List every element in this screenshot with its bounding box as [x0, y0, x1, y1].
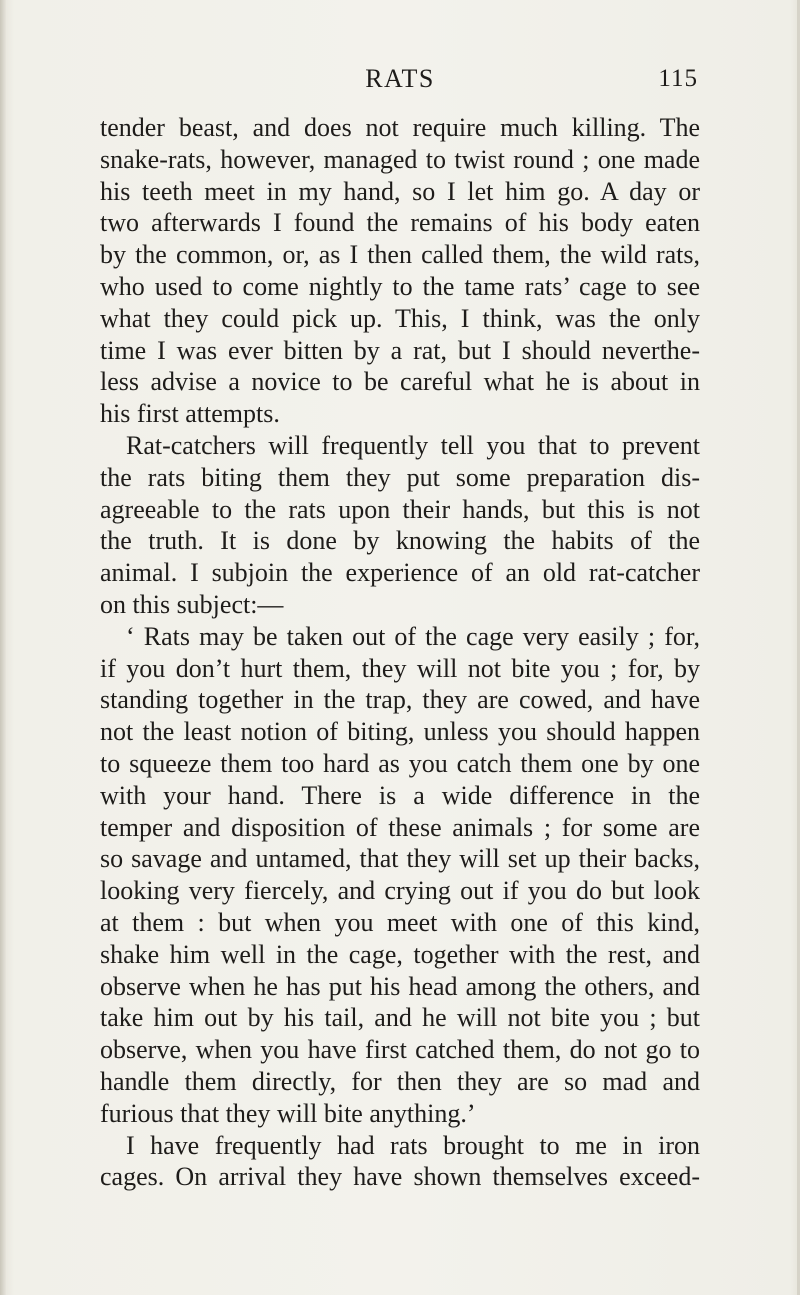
text-line: time I was ever bitten by a rat, but I should neverthe- — [100, 335, 700, 365]
quote-line: standing together in the trap, they are cowed, and have — [100, 685, 700, 715]
quote-line: observe, when you have first catched them, do not go to — [100, 1035, 700, 1065]
text-line: what they could pick up. This, I think, was the only — [100, 303, 700, 333]
text-line: his teeth meet in my hand, so I let him go. A day or — [100, 176, 700, 206]
quote-line: if you don’t hurt them, they will not bite you ; for, by — [100, 653, 700, 683]
paragraph-start-line: I have frequently had rats brought to me in iron — [126, 1130, 700, 1160]
quote-end-line: furious that they will bite anything.’ — [100, 1098, 476, 1128]
quote-line: so savage and untamed, that they will set up their backs, — [100, 844, 700, 874]
quote-line: with your hand. There is a wide difference in the — [100, 780, 700, 810]
quote-line: handle them directly, for then they are so mad and — [100, 1066, 700, 1096]
text-line: cages. On arrival they have shown themselves exceed- — [100, 1162, 700, 1192]
quote-line: temper and disposition of these animals ; for some are — [100, 812, 700, 842]
text-line: who used to come nightly to the tame rats’ cage to see — [100, 271, 700, 301]
quote-line: take him out by his tail, and he will not bite you ; but — [100, 1003, 700, 1033]
text-line: animal. I subjoin the experience of an old rat-catcher — [100, 558, 700, 588]
chapter-title: RATS — [365, 64, 435, 93]
text-line: agreeable to the rats upon their hands, but this is not — [100, 494, 700, 524]
quote-line: looking very fiercely, and crying out if you do but look — [100, 876, 700, 906]
text-line: tender beast, and does not require much killing. The — [100, 113, 700, 142]
text-line: less advise a novice to be careful what he is about in — [100, 367, 700, 397]
text-line: the truth. It is done by knowing the habits of the — [100, 526, 700, 556]
text-line: two afterwards I found the remains of his body eaten — [100, 208, 700, 238]
quote-start-line: ‘ Rats may be taken out of the cage very easily ; for, — [126, 621, 700, 651]
quote-line: not the least notion of biting, unless you should happen — [100, 717, 700, 747]
paragraph-end-line: on this subject:— — [100, 589, 284, 619]
text-line: snake-rats, however, managed to twist round ; one made — [100, 144, 700, 174]
quote-line: at them : but when you meet with one of this kind, — [100, 907, 700, 937]
running-head — [100, 62, 700, 96]
quote-line: shake him well in the cage, together with the rest, and — [100, 939, 700, 969]
paragraph-end-line: his first attempts. — [100, 399, 280, 429]
paragraph-start-line: Rat-catchers will frequently tell you that to prevent — [126, 430, 700, 460]
body-text — [100, 112, 700, 1193]
page-number: 115 — [658, 65, 698, 92]
text-line: the rats biting them they put some preparation dis- — [100, 462, 700, 492]
page-gutter-shadow — [0, 0, 6, 1295]
text-line: by the common, or, as I then called them, the wild rats, — [100, 240, 700, 270]
quote-line: to squeeze them too hard as you catch them one by one — [100, 748, 700, 778]
quote-line: observe when he has put his head among the others, and — [100, 971, 700, 1001]
